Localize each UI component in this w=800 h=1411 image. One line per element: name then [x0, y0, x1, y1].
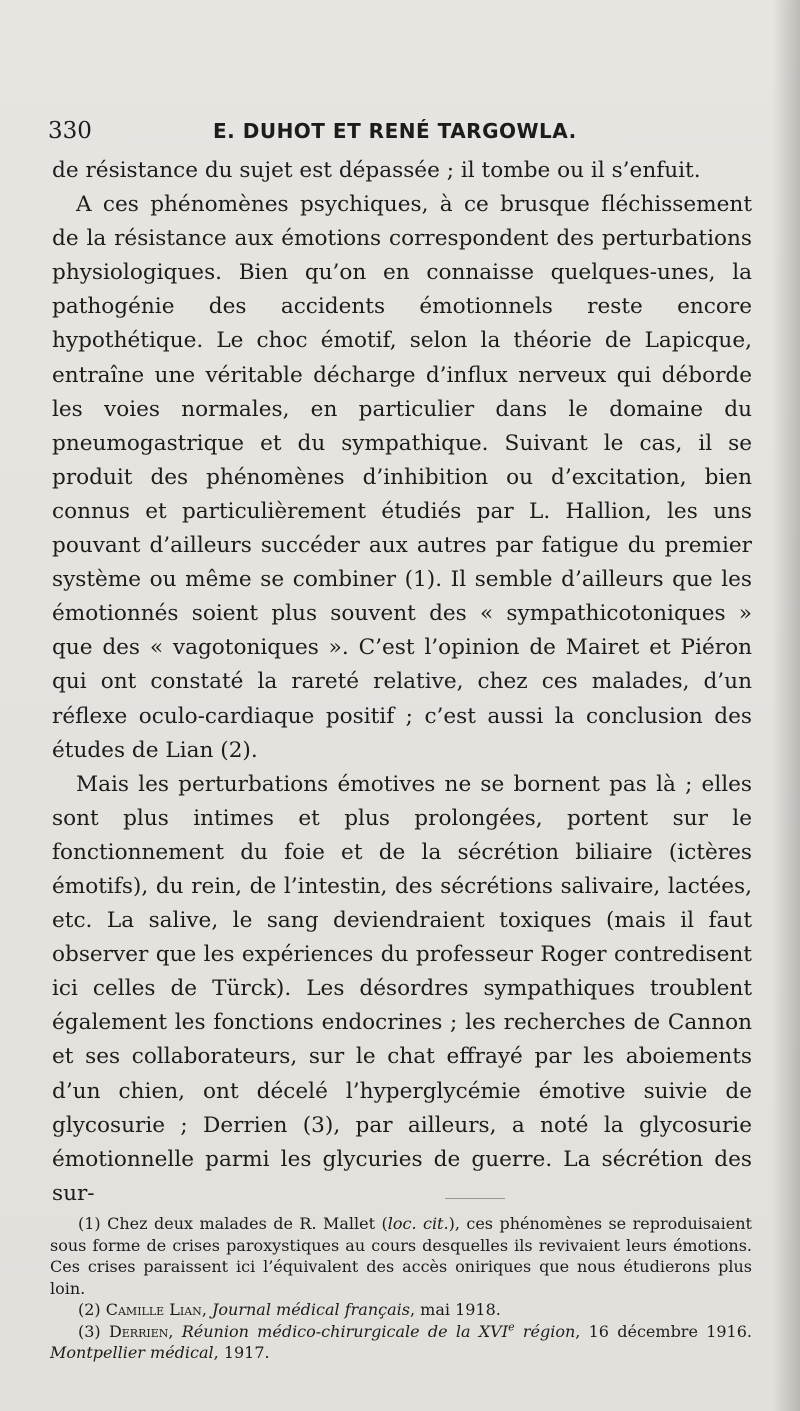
body-text: [52, 154, 752, 1211]
footnote-1-text: (1) Chez deux malades de R. Mallet (: [78, 1214, 388, 1233]
page-number: 330: [48, 118, 92, 144]
footnote-3-year: , 1917.: [213, 1343, 270, 1362]
paragraph-1: de résistance du sujet est dépassée ; il tombe ou il s’enfuit.: [52, 158, 701, 183]
footnote-3: [50, 1321, 752, 1364]
page-edge-shadow: [772, 0, 800, 1411]
footnote-3-superscript: e: [508, 1320, 515, 1334]
footnote-2-author: Camille Lian: [105, 1300, 202, 1319]
footnote-3-journal: Montpellier médical: [50, 1343, 214, 1362]
footnote-2-number: (2): [78, 1300, 106, 1319]
footnote-1-text-end: ), ces phénomènes se reproduisaient sous forme de crises paroxystiques au cours desquelles ils revivaient leurs émotions. Ces crises paraissent ici l’équivalent des accès oniriques que nous étudierons plus loin.: [50, 1214, 752, 1298]
page-header: [48, 118, 748, 152]
footnote-2-date: , mai 1918.: [409, 1300, 501, 1319]
running-head: E. DUHOT ET RENÉ TARGOWLA.: [213, 119, 577, 143]
footnote-2: [50, 1299, 752, 1321]
footnote-3-sep: ,: [168, 1321, 182, 1341]
footnote-1-citation: loc. cit.: [387, 1214, 449, 1233]
footnote-3-meeting: Réunion médico-chirurgicale de la XVI: [181, 1321, 509, 1341]
footnote-2-sep: ,: [201, 1300, 212, 1319]
footnote-3-region: région: [514, 1321, 576, 1341]
paragraph-2: A ces phénomènes psychiques, à ce brusque fléchissement de la résistance aux émotions correspondent des perturbations physiologiques. Bien qu’on en connaisse quelques-unes, la pathogénie des accidents émotionnels reste encore hypothétique. Le choc émotif, selon la théorie de Lapicque, entraîne une véritable décharge d’influx nerveux qui déborde les voies normales, en particulier dans le domaine du pneumogastrique et du sympathique. Suivant le cas, il se produit des phénomènes d’inhibition ou d’excitation, bien connus et particulièrement étudiés par L. Hallion, les uns pouvant d’ailleurs succéder aux autres par fatigue du premier système ou même se combiner (1). Il semble d’ailleurs que les émotionnés soient plus souvent des « sympathicotoniques » que des « vagotoniques ». C’est l’opinion de Mairet et Piéron qui ont constaté la rareté relative, chez ces malades, d’un réflexe oculo-cardiaque positif ; c’est aussi la conclusion des études de Lian (2).: [52, 192, 752, 763]
footnote-3-number: (3): [78, 1321, 109, 1341]
footnote-3-author: Derrien: [108, 1321, 169, 1341]
footnote-3-date: , 16 décembre 1916.: [575, 1321, 752, 1341]
footnotes: [50, 1213, 752, 1364]
footnote-rule: [445, 1198, 505, 1199]
paragraph-3: Mais les perturbations émotives ne se bornent pas là ; elles sont plus intimes et plus prolongées, portent sur le fonctionnement du foie et de la sécrétion biliaire (ictères émotifs), du rein, de l’intestin, des sécrétions salivaire, lactées, etc. La salive, le sang deviendraient toxiques (mais il faut observer que les expériences du professeur Roger contredisent ici celles de Türck). Les désordres sympathiques troublent également les fonctions endocrines ; les recherches de Cannon et ses collaborateurs, sur le chat effrayé par les aboiements d’un chien, ont décelé l’hyperglycémie émotive suivie de glycosurie ; Derrien (3), par ailleurs, a noté la glycosurie émotionnelle parmi les glycuries de guerre. La sécrétion des sur-: [52, 771, 752, 1206]
footnote-2-journal: Journal médical français: [211, 1300, 410, 1319]
footnote-1: [50, 1213, 752, 1299]
